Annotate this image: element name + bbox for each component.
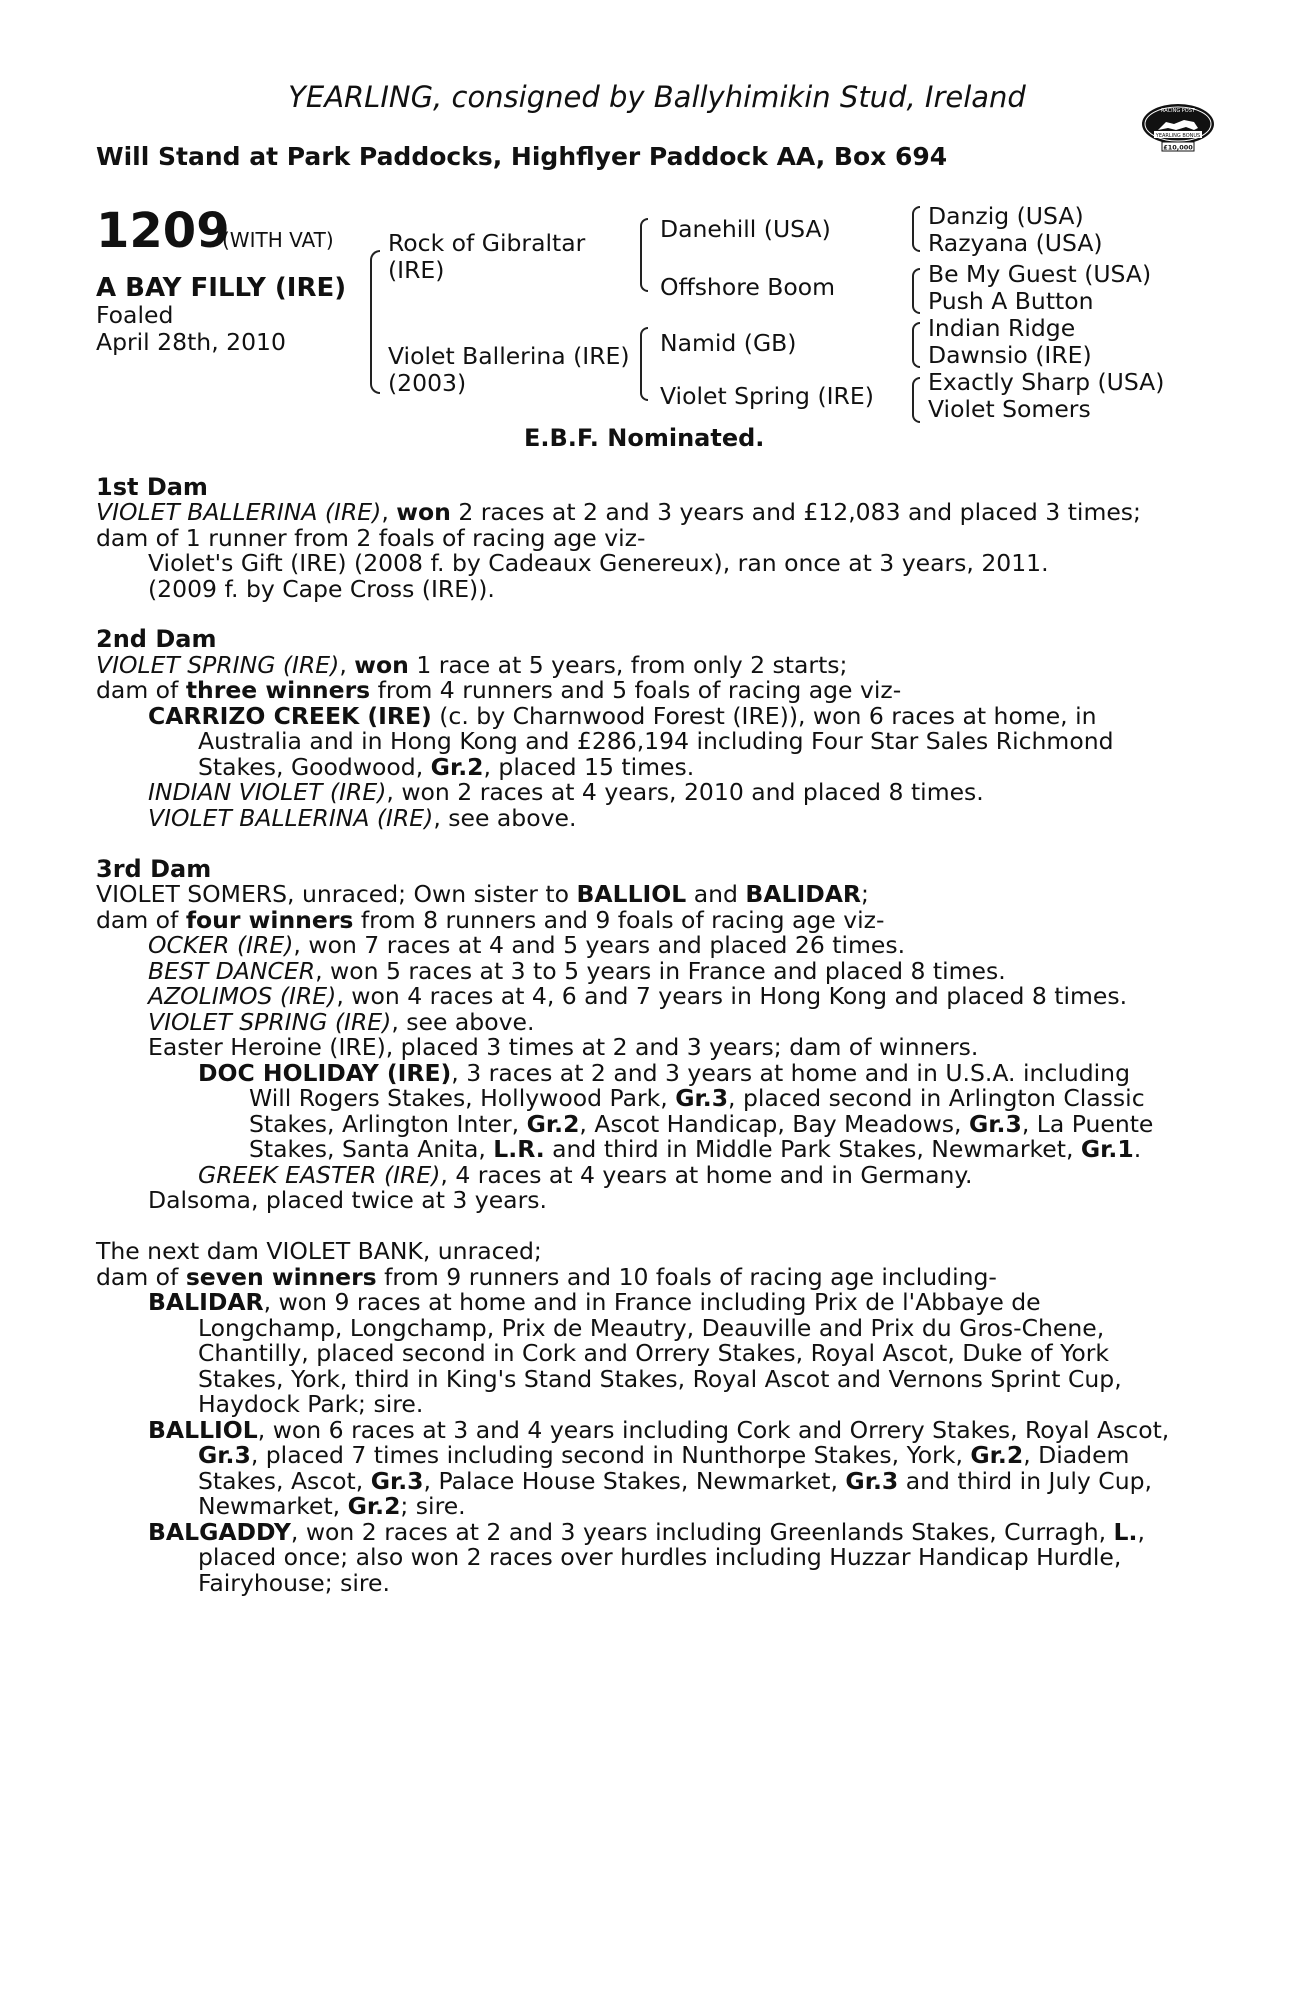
dam-year: (2003) — [388, 369, 467, 397]
dam3-line1: VIOLET SOMERS, unraced; Own sister to BALLIOL and BALIDAR; — [96, 880, 869, 908]
dam3-line2: dam of four winners from 8 runners and 9 foals of racing age viz- — [96, 906, 885, 934]
doc-holiday-line2: Will Rogers Stakes, Hollywood Park, Gr.3, placed second in Arlington Classic — [249, 1084, 1145, 1112]
dss: Indian Ridge — [928, 314, 1076, 342]
dam: Violet Ballerina (IRE) — [388, 342, 630, 370]
svg-text:YEARLING BONUS: YEARLING BONUS — [1155, 133, 1201, 139]
sire-brace — [640, 218, 648, 292]
carrizo-line2: Australia and in Hong Kong and £286,194 including Four Star Sales Richmond — [198, 727, 1114, 755]
svg-text:£10,000: £10,000 — [1163, 143, 1193, 152]
violet-spring-ref: VIOLET SPRING (IRE), see above. — [148, 1008, 535, 1036]
doc-holiday-line1: DOC HOLIDAY (IRE), 3 races at 2 and 3 years at home and in U.S.A. including — [198, 1059, 1130, 1087]
sss: Danzig (USA) — [928, 202, 1084, 230]
dam-sire: Namid (GB) — [660, 329, 797, 357]
foaled-date: April 28th, 2010 — [96, 328, 286, 356]
balgaddy-line1: BALGADDY, won 2 races at 2 and 3 years including Greenlands Stakes, Curragh, L., — [148, 1518, 1145, 1546]
balgaddy-line2: placed once; also won 2 races over hurdles including Huzzar Handicap Hurdle, — [198, 1543, 1122, 1571]
dam4-line1: The next dam VIOLET BANK, unraced; — [96, 1237, 542, 1265]
carrizo-line1: CARRIZO CREEK (IRE) (c. by Charnwood Forest (IRE)), won 6 races at home, in — [148, 702, 1097, 730]
pedigree-brace — [370, 250, 380, 394]
dalsoma: Dalsoma, placed twice at 3 years. — [148, 1186, 547, 1214]
yearling-bonus-badge — [1140, 100, 1216, 152]
dam4-line2: dam of seven winners from 9 runners and 10 foals of racing age including- — [96, 1263, 997, 1291]
dam2-line1: VIOLET SPRING (IRE), won 1 race at 5 years, from only 2 starts; — [96, 651, 848, 679]
best-dancer: BEST DANCER, won 5 races at 3 to 5 years in France and placed 8 times. — [148, 957, 1006, 985]
dsd: Dawnsio (IRE) — [928, 341, 1092, 369]
doc-holiday-line4: Stakes, Santa Anita, L.R. and third in Middle Park Stakes, Newmarket, Gr.1. — [249, 1135, 1142, 1163]
dam3-heading: 3rd Dam — [96, 855, 212, 883]
sds: Be My Guest (USA) — [928, 260, 1152, 288]
balidar-line2: Longchamp, Longchamp, Prix de Meautry, Deauville and Prix du Gros-Chene, — [198, 1314, 1105, 1342]
dam1-heading: 1st Dam — [96, 473, 208, 501]
dam-brace — [640, 327, 648, 401]
dds: Exactly Sharp (USA) — [928, 368, 1165, 396]
balidar-line5: Haydock Park; sire. — [198, 1390, 424, 1418]
balidar-line3: Chantilly, placed second in Cork and Orrery Stakes, Royal Ascot, Duke of York — [198, 1339, 1109, 1367]
page-header: YEARLING, consigned by Ballyhimikin Stud, Ireland — [288, 80, 1026, 114]
dam2-line2: dam of three winners from 4 runners and 5 foals of racing age viz- — [96, 676, 902, 704]
svg-text:RACING POST: RACING POST — [1161, 108, 1195, 114]
brace-3c — [912, 322, 920, 368]
sdd: Push A Button — [928, 287, 1094, 315]
balliol-line1: BALLIOL, won 6 races at 3 and 4 years including Cork and Orrery Stakes, Royal Ascot, — [148, 1416, 1170, 1444]
lot-title: A BAY FILLY (IRE) — [96, 273, 347, 303]
sire: Rock of Gibraltar — [388, 229, 586, 257]
violet-ballerina-ref: VIOLET BALLERINA (IRE), see above. — [148, 804, 577, 832]
balidar-line4: Stakes, York, third in King's Stand Stakes, Royal Ascot and Vernons Sprint Cup, — [198, 1365, 1122, 1393]
sire-dam: Offshore Boom — [660, 273, 836, 301]
doc-holiday-line3: Stakes, Arlington Inter, Gr.2, Ascot Handicap, Bay Meadows, Gr.3, La Puente — [249, 1110, 1154, 1138]
ebf-nominated: E.B.F. Nominated. — [524, 424, 765, 452]
balliol-line3: Stakes, Ascot, Gr.3, Palace House Stakes, Newmarket, Gr.3 and third in July Cup, — [198, 1467, 1152, 1495]
easter-heroine: Easter Heroine (IRE), placed 3 times at 2 and 3 years; dam of winners. — [148, 1033, 979, 1061]
brace-3d — [912, 377, 920, 423]
balliol-line4: Newmarket, Gr.2; sire. — [198, 1492, 466, 1520]
dam-dam: Violet Spring (IRE) — [660, 382, 874, 410]
lot-number: 1209 — [96, 203, 230, 259]
sire-sire: Danehill (USA) — [660, 215, 831, 243]
carrizo-line3: Stakes, Goodwood, Gr.2, placed 15 times. — [198, 753, 695, 781]
sire-origin: (IRE) — [388, 256, 445, 284]
ddd: Violet Somers — [928, 395, 1091, 423]
balgaddy-line3: Fairyhouse; sire. — [198, 1569, 390, 1597]
dam2-heading: 2nd Dam — [96, 625, 217, 653]
brace-3a — [912, 206, 920, 252]
dam1-line2: dam of 1 runner from 2 foals of racing age viz- — [96, 524, 646, 552]
azolimos: AZOLIMOS (IRE), won 4 races at 4, 6 and 7 years in Hong Kong and placed 8 times. — [148, 982, 1128, 1010]
dam1-line1: VIOLET BALLERINA (IRE), won 2 races at 2 and 3 years and £12,083 and placed 3 times; — [96, 498, 1141, 526]
stand-location: Will Stand at Park Paddocks, Highflyer Paddock AA, Box 694 — [96, 142, 948, 171]
balidar-line1: BALIDAR, won 9 races at home and in France including Prix de l'Abbaye de — [148, 1288, 1041, 1316]
vat-note: (WITH VAT) — [222, 228, 334, 252]
ocker: OCKER (IRE), won 7 races at 4 and 5 years and placed 26 times. — [148, 931, 906, 959]
balliol-line2: Gr.3, placed 7 times including second in Nunthorpe Stakes, York, Gr.2, Diadem — [198, 1441, 1130, 1469]
foaled-label: Foaled — [96, 301, 174, 329]
brace-3b — [912, 268, 920, 314]
greek-easter: GREEK EASTER (IRE), 4 races at 4 years at home and in Germany. — [198, 1161, 973, 1189]
dam1-offspring-1: Violet's Gift (IRE) (2008 f. by Cadeaux Genereux), ran once at 3 years, 2011. — [148, 549, 1049, 577]
indian-violet: INDIAN VIOLET (IRE), won 2 races at 4 years, 2010 and placed 8 times. — [148, 778, 984, 806]
dam1-offspring-2: (2009 f. by Cape Cross (IRE)). — [148, 575, 495, 603]
ssd: Razyana (USA) — [928, 229, 1103, 257]
